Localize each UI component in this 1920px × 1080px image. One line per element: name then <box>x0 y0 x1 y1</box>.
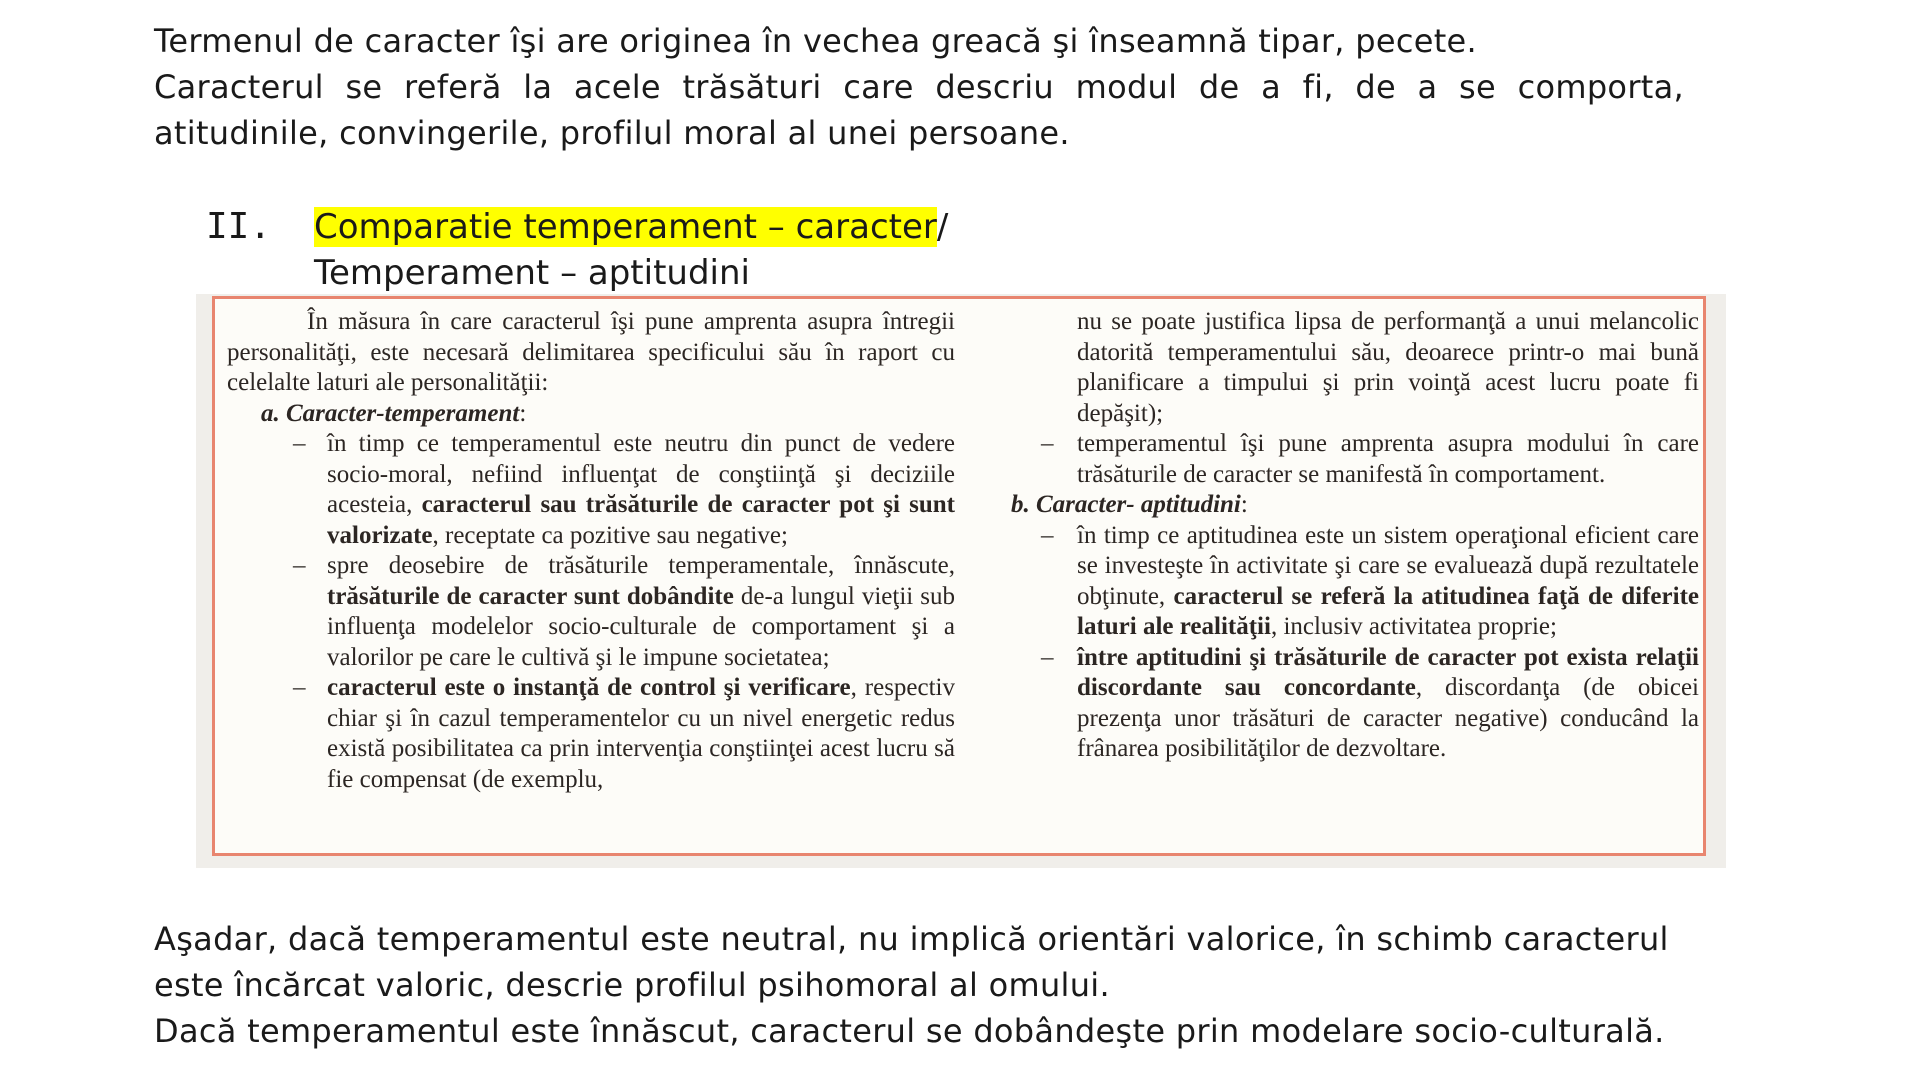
bullet-text: în timp ce aptitudinea este un sistem operaţional eficient care se investeşte în activitate şi care se evaluează după rezultatele obţinute, <box>1077 521 1699 610</box>
bullet-bold-text: trăsăturile de caracter sunt dobândite <box>327 582 734 610</box>
bullet-text: , discordanţa (de obicei prezenţa unor trăsături de caracter negative) conducând la frânarea posibilităţilor de dezvoltare. <box>1077 674 1699 762</box>
section-title <box>314 204 1214 296</box>
subtitle: Temperament – aptitudini <box>314 253 750 293</box>
excerpt-right-column <box>1011 307 1699 765</box>
bullet-text: , respectiv chiar şi în cazul temperamentelor cu un nivel energetic redus există posibilitatea ca prin intervenţia conştiinţei acest lucru să fie compensat (de exemplu, <box>327 674 956 793</box>
title-slash: / <box>936 207 949 247</box>
bullet-text: temperamentul îşi pune amprenta asupra modului în care trăsăturile de caracter se manifestă în comportament. <box>1077 430 1699 488</box>
intro-text <box>154 18 1684 156</box>
bullet-dash: – <box>1041 643 1054 671</box>
bullet-item <box>227 551 955 673</box>
excerpt-intro: În măsura în care caracterul îşi pune amprenta asupra întregii personalităţi, este necesară delimitarea specificului său în raport cu celelalte laturi ale personalităţii: <box>227 308 955 396</box>
bullet-bold-text: caracterul se referă la atitudinea faţă de diferite laturi ale realităţii <box>1077 582 1699 640</box>
bullet-item <box>1011 521 1699 643</box>
bullet-item <box>227 673 955 795</box>
bullet-dash: – <box>293 430 306 457</box>
subheading-a-text: a. Caracter-temperament <box>261 399 520 427</box>
conclusion-line-value: Aşadar, dacă temperamentul este neutral, nu implică orientări valorice, în schimb caracterul este încărcat valoric, descrie profilul psihomoral al omului. <box>154 920 1669 1004</box>
subheading-b <box>1011 490 1699 521</box>
highlighted-title: Comparatie temperament – caracter <box>314 207 937 247</box>
subheading-b-text: b. Caracter- aptitudini <box>1011 491 1241 518</box>
bullet-text: , inclusiv activitatea proprie; <box>1270 613 1557 640</box>
intro-line-definition: Caracterul se referă la acele trăsături care descriu modul de a fi, de a se comporta, atitudinile, convingerile, profilul moral al unei persoane. <box>154 68 1684 152</box>
bullet-dash: – <box>1041 521 1054 549</box>
bullet-bold-text: caracterul sau trăsăturile de caracter pot şi sunt valorizate <box>327 491 955 549</box>
bullet-item <box>1011 643 1699 765</box>
conclusion-text <box>154 916 1684 1054</box>
bullet-item <box>1011 429 1699 490</box>
conclusion-line-origin: Dacă temperamentul este înnăscut, caracterul se dobândeşte prin modelare socio-culturală. <box>154 1012 1665 1050</box>
subheading-a <box>227 399 955 430</box>
bullet-dash: – <box>1041 430 1054 457</box>
intro-line-origin: Termenul de caracter îşi are originea în vechea greacă şi înseamnă tipar, pecete. <box>154 22 1478 60</box>
bullet-text: spre deosebire de trăsăturile temperamentale, înnăscute, <box>327 552 955 579</box>
bullet-dash: – <box>293 674 306 701</box>
bullet-text: de-a lungul vieţii sub influenţa modelelor socio-culturale de comportament şi a valorilor pe care le cultivă şi le impune societatea; <box>327 582 955 671</box>
bullet-text: , receptate ca pozitive sau negative; <box>432 521 788 549</box>
bullet-text: în timp ce temperamentul este neutru din punct de vedere socio-moral, nefiind influenţat de conştiinţă şi deciziile acesteia, <box>327 430 955 518</box>
bullet-dash: – <box>293 552 306 579</box>
bullet-item <box>227 429 955 551</box>
section-number: II. <box>206 206 272 247</box>
bullet-bold-text: caracterul este o instanţă de control şi verificare <box>327 674 851 701</box>
textbook-excerpt <box>212 296 1706 856</box>
subheading-a-colon: : <box>519 399 527 427</box>
bullet-bold-text: între aptitudini şi trăsăturile de caracter pot exista relaţii discordante sau concordante <box>1077 643 1699 701</box>
subheading-b-colon: : <box>1240 491 1248 518</box>
excerpt-left-column <box>227 307 955 795</box>
continued-text: nu se poate justifica lipsa de performanţă a unui melancolic datorită temperamentului său, deoarece printr-o mai bună planificare a timpului şi prin voinţă acest lucru poate fi depăşit); <box>1077 308 1699 427</box>
